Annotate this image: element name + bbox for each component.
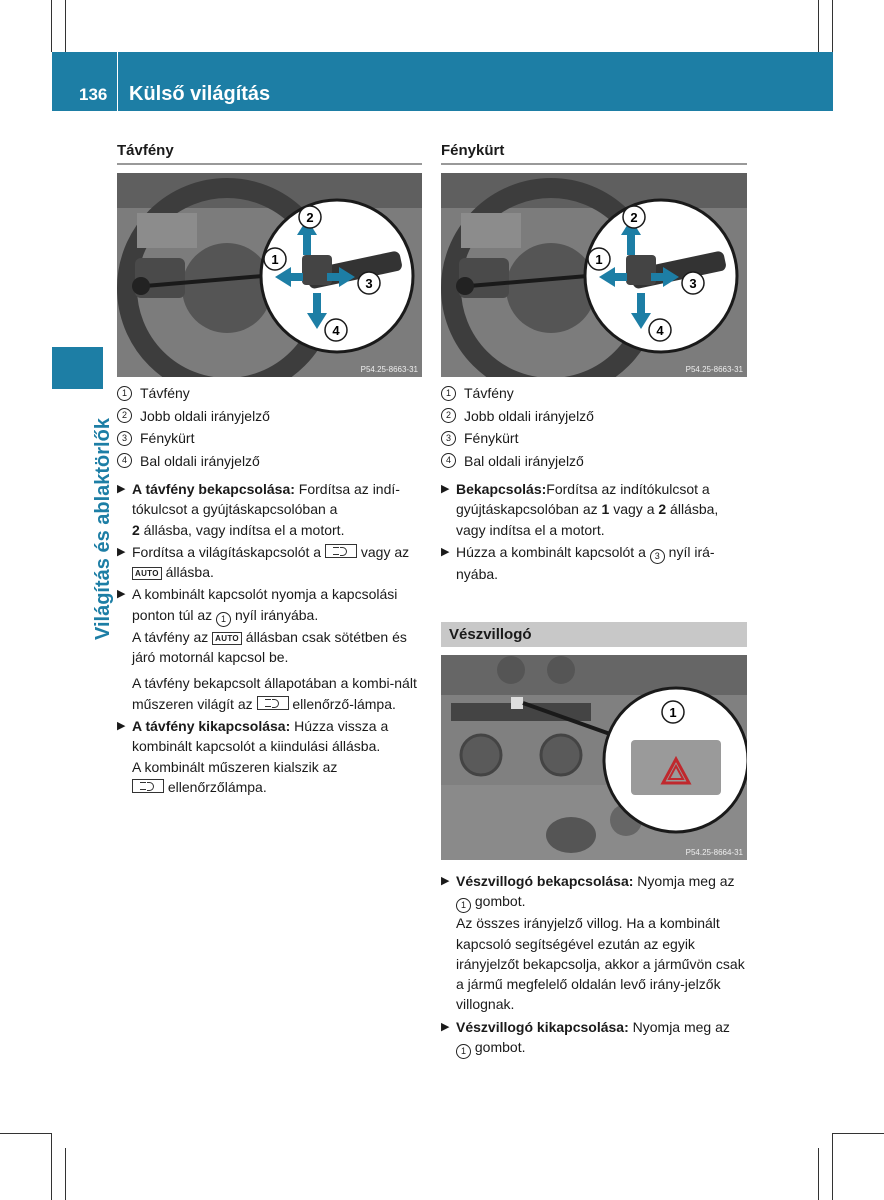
page-header [52,52,833,111]
crop-mark [832,1133,884,1134]
step-text: gombot. [471,893,526,910]
legend-label: Bal oldali irányjelző [140,452,260,469]
center-console-illustration [441,655,747,860]
position-number: 1 [601,501,610,518]
inline-callout: 1 [216,612,231,627]
header-divider [117,52,118,111]
callout-2: 2 [630,210,638,225]
legend-item [117,450,422,473]
legend-label: Fénykürt [140,430,195,446]
step-item [117,584,423,713]
position-number: 2 [658,501,667,518]
left-steps [117,479,423,799]
step-text: állásba, vagy indítsa el a motort. [456,501,719,538]
step-item [117,716,423,797]
legend-item [117,405,422,428]
crop-mark [832,1133,833,1200]
step-text: vagy az [357,543,410,560]
page-number: 136 [79,85,108,104]
callout-4: 4 [332,323,340,338]
high-beam-icon [325,544,357,558]
inline-callout: 3 [650,549,665,564]
section-title: Vészvillogó [449,626,532,643]
section-heading-high-beam: Távfény [117,142,174,159]
step-text: állásban csak sötétben és járó motornál kapcsol be. [132,628,407,666]
bullet-triangle-icon: ▶ [117,483,126,495]
step-item [441,479,747,540]
step-item [117,542,423,583]
step-text: Fordítsa az indí-tókulcsot a gyújtáskapcsolóban a [132,481,400,518]
legend-number: 3 [441,431,456,446]
step-item [441,871,747,1015]
step-text: Fordítsa a világításkapcsolót a [132,543,325,560]
chapter-title: Világítás és ablaktörlők [92,418,114,640]
legend-label: Fénykürt [464,430,519,446]
legend-number: 4 [117,453,132,468]
step-text: állásba. [161,564,214,581]
callout-3: 3 [689,276,697,291]
callout-1: 1 [271,252,279,267]
legend-item [117,382,422,405]
legend-number: 4 [441,453,456,468]
step-item [441,542,747,584]
crop-mark [65,0,66,52]
callout-3: 3 [365,276,373,291]
step-text: Húzza a kombinált kapcsolót a [456,543,650,560]
step-text: Fordítsa az indítókulcsot a gyújtáskapcsolóban az [456,481,710,518]
headlamp-flasher-figure [441,173,747,377]
step-text: ellenőrző-lámpa. [288,695,396,712]
right-steps [441,479,747,586]
step-text: A távfény bekapcsolt állapotában a kombi-nált műszeren világít az [132,675,417,712]
crop-mark [51,0,52,52]
step-text: A kombinált műszeren kialszik az [132,758,338,775]
bullet-triangle-icon: ▶ [117,588,126,601]
crop-mark [818,0,819,52]
figure-code: P54.25-8663-31 [685,365,743,374]
legend-number: 2 [117,408,132,423]
step-item [117,479,423,540]
page-title: Külső világítás [129,83,271,105]
inline-callout: 1 [456,1044,471,1059]
step-text: Nyomja meg az [633,873,735,889]
step-text: állásba, vagy indítsa el a motort. [139,521,345,538]
high-beam-figure [117,173,422,377]
step-title: Bekapcsolás: [456,481,547,497]
legend-number: 2 [441,408,456,423]
step-text: A távfény az [132,628,213,645]
crop-mark [65,1148,66,1200]
legend-number: 1 [441,386,456,401]
right-legend [441,382,747,472]
crop-mark [0,1133,52,1134]
bullet-triangle-icon: ▶ [441,1020,450,1033]
crop-mark [51,1133,52,1200]
chapter-tab [52,347,103,389]
step-text: Nyomja meg az [628,1018,730,1035]
bullet-triangle-icon: ▶ [441,545,450,558]
legend-label: Távfény [140,385,190,401]
bullet-triangle-icon: ▶ [441,483,450,495]
auto-icon: AUTO [212,632,242,645]
bullet-triangle-icon: ▶ [117,545,126,558]
high-beam-indicator-icon [132,779,164,793]
callout-1: 1 [595,252,603,267]
step-item [441,1017,747,1059]
step-text: gombot. [471,1039,526,1056]
figure-code: P54.25-8663-31 [360,365,418,374]
callout-4: 4 [656,323,664,338]
bullet-triangle-icon: ▶ [441,875,450,887]
step-title: Vészvillogó kikapcsolása: [456,1018,629,1035]
legend-item [117,427,422,450]
step-title: A távfény bekapcsolása: [132,481,295,497]
step-title: A távfény kikapcsolása: [132,717,291,734]
legend-label: Távfény [464,385,514,401]
step-title: Vészvillogó bekapcsolása: [456,873,634,889]
step-text: A kombinált kapcsolót nyomja a kapcsolási ponton túl az [132,586,398,623]
hazard-figure [441,655,747,860]
hazard-button-small [511,697,523,709]
callout-2: 2 [306,210,314,225]
position-number: 2 [132,521,140,538]
step-text: nyíl irányába. [231,606,319,623]
step-text: Az összes irányjelző villog. Ha a kombinált kapcsoló segítségével ezután az egyik irányjelzőt bekapcsolja, akkor a járművön csak a jármű megfelelő oldalán levő irány-jelzők villognak. [456,915,745,1013]
crop-mark [818,1148,819,1200]
legend-label: Jobb oldali irányjelző [464,407,594,424]
step-text: nyíl irá-nyába. [456,543,715,582]
heading-rule [441,163,747,165]
heading-rule [117,163,422,165]
figure-code: P54.25-8664-31 [685,848,743,857]
left-legend [117,382,422,472]
inline-callout: 1 [456,898,471,913]
step-text: vagy a [609,501,659,518]
legend-number: 1 [117,386,132,401]
legend-item [441,427,747,450]
legend-item [441,405,747,428]
steering-wheel-illustration [441,173,747,377]
bullet-triangle-icon: ▶ [117,719,126,732]
step-text: Húzza vissza a kombinált kapcsolót a kiindulási állásba. [132,717,389,755]
section-heading-headlamp-flasher: Fénykürt [441,142,505,159]
section-header-hazard [441,622,747,647]
legend-label: Bal oldali irányjelző [464,452,584,469]
legend-item [441,382,747,405]
callout-1: 1 [669,705,677,720]
step-text: ellenőrzőlámpa. [164,778,267,795]
high-beam-indicator-icon [257,696,289,710]
auto-icon: AUTO [132,567,162,580]
hazard-steps [441,871,747,1061]
legend-label: Jobb oldali irányjelző [140,407,270,424]
crop-mark [832,0,833,52]
steering-wheel-illustration [117,173,422,377]
legend-item [441,450,747,473]
legend-number: 3 [117,431,132,446]
